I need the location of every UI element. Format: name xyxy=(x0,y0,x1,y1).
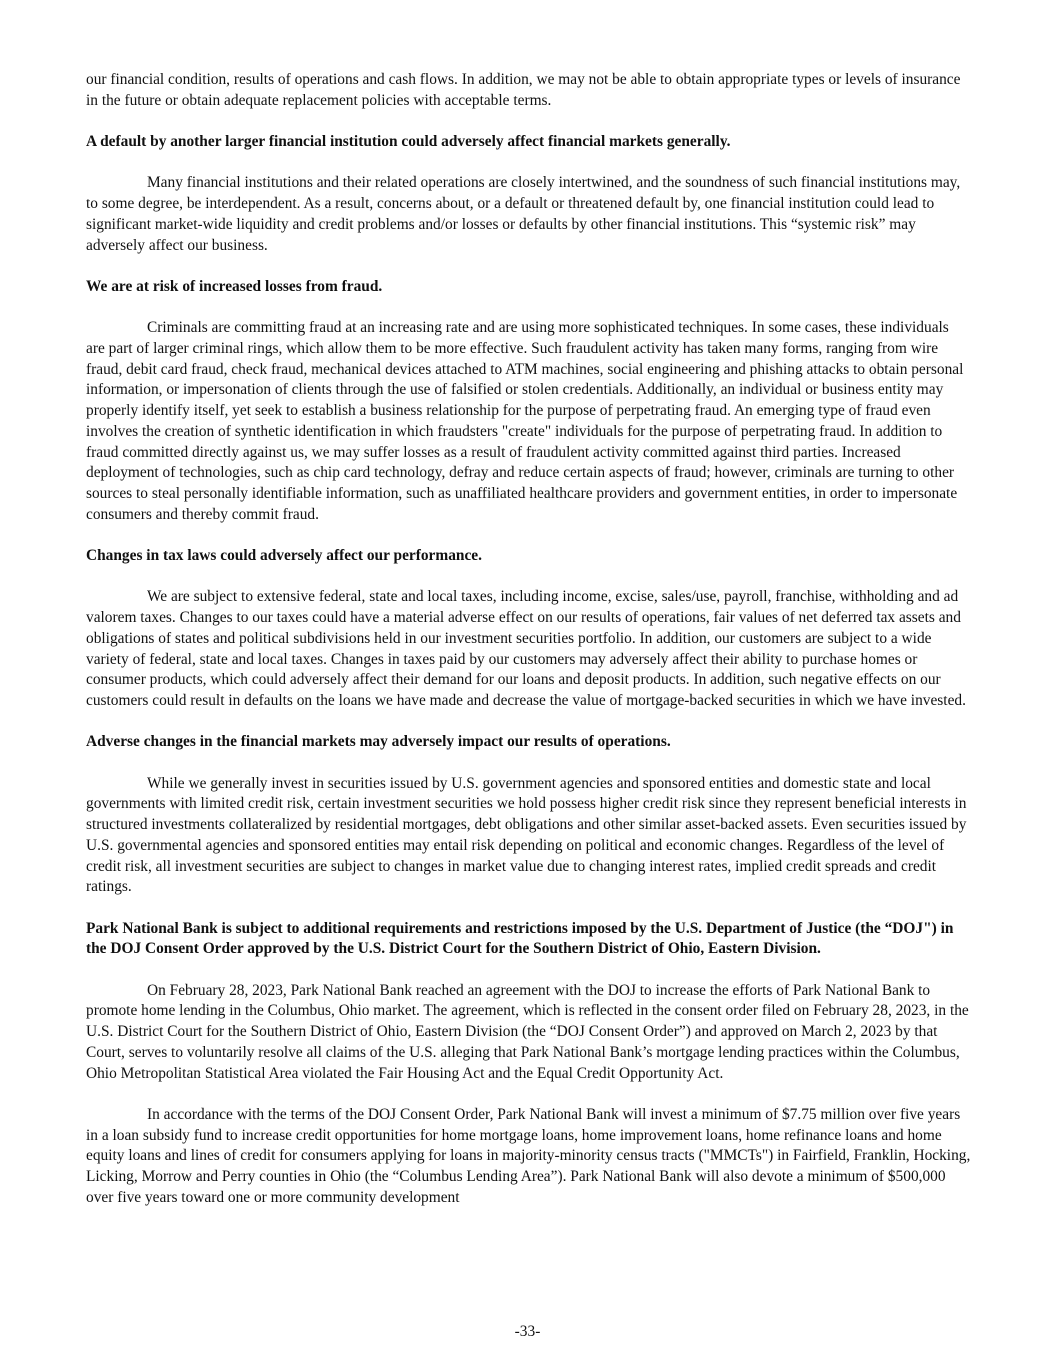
paragraph-doj-terms: In accordance with the terms of the DOJ Consent Order, Park National Bank will invest a minimum of $7.75 million over five years in a loan subsidy fund to increase credit opportunities for home mortgage loans, home improvement loans, home refinance loans and home equity loans and lines of credit for consumers applying for loans in majority-minority census tracts ("MMCTs") in Fairfield, Franklin, Hocking, Licking, Morrow and Perry counties in Ohio (the “Columbus Lending Area”). Park National Bank will also devote a minimum of $500,000 over five years toward one or more community development xyxy=(86,1105,971,1206)
section-heading-tax-laws: Changes in tax laws could adversely affect our performance. xyxy=(86,547,482,565)
page-number: -33- xyxy=(514,1323,541,1340)
paragraph-tax-laws: We are subject to extensive federal, state and local taxes, including income, excise, sales/use, payroll, franchise, withholding and ad valorem taxes. Changes to our taxes could have a material adverse effect on our results of operations, fair values of net deferred tax assets and obligations of states and political subdivisions held in our investment securities portfolio. In addition, our customers are subject to a wide variety of federal, state and local taxes. Changes in taxes paid by our customers may adversely affect their ability to purchase homes or consumer products, which could adversely affect their demand for our loans and deposit products. In addition, such negative effects on our customers could result in defaults on the loans we have made and decrease the value of mortgage-backed securities in which we have invested. xyxy=(86,588,966,709)
section-heading-fraud: We are at risk of increased losses from fraud. xyxy=(86,277,383,295)
section-heading-default-risk: A default by another larger financial institution could adversely affect financial markets generally. xyxy=(86,133,731,151)
paragraph-systemic-risk: Many financial institutions and their related operations are closely intertwined, and the soundness of such financial institutions may, to some degree, be interdependent. As a result, concerns about, or a default or threatened default by, one financial institution could lead to significant market-wide liquidity and credit problems and/or losses or defaults by other financial institutions. This “systemic risk” may adversely affect our business. xyxy=(86,174,961,254)
document-page xyxy=(86,70,971,1209)
paragraph-fraud: Criminals are committing fraud at an increasing rate and are using more sophisticated techniques. In some cases, these individuals are part of larger criminal rings, which allow them to be more effective. Such fraudulent activity has taken many forms, ranging from wire fraud, debit card fraud, check fraud, mechanical devices attached to ATM machines, social engineering and phishing attacks to obtain personal information, or impersonation of clients through the use of falsified or stolen credentials. Additionally, an individual or business entity may properly identify itself, yet seek to establish a business relationship for the purpose of perpetrating fraud. An emerging type of fraud even involves the creation of synthetic identification in which fraudsters "create" individuals for the purpose of perpetrating fraud. In addition to fraud committed directly against us, we may suffer losses as a result of fraudulent activity committed against third parties. Increased deployment of technologies, such as chip card technology, defray and reduce certain aspects of fraud; however, criminals are turning to other sources to steal personally identifiable information, such as unaffiliated healthcare providers and government entities, in order to impersonate consumers and thereby commit fraud. xyxy=(86,319,964,523)
section-heading-doj-consent-order: Park National Bank is subject to additional requirements and restrictions imposed by the U.S. Department of Justice (the “DOJ") in the DOJ Consent Order approved by the U.S. District Court for the Southern District of Ohio, Eastern Division. xyxy=(86,919,954,958)
paragraph-financial-markets: While we generally invest in securities issued by U.S. government agencies and sponsored entities and domestic state and local governments with limited credit risk, certain investment securities we hold possess higher credit risk since they represent beneficial interests in structured investments collateralized by residential mortgages, debt obligations and other similar asset-backed assets. Even securities issued by U.S. governmental agencies and sponsored entities may entail risk depending on political and economic changes. Regardless of the level of credit risk, all investment securities are subject to changes in market value due to changing interest rates, implied credit spreads and credit ratings. xyxy=(86,774,967,896)
paragraph-doj-agreement: On February 28, 2023, Park National Bank reached an agreement with the DOJ to increase the efforts of Park National Bank to promote home lending in the Columbus, Ohio market. The agreement, which is reflected in the consent order filed on February 28, 2023, in the U.S. District Court for the Southern District of Ohio, Eastern Division (the “DOJ Consent Order”) and approved on March 2, 2023 by that Court, serves to voluntarily resolve all claims of the U.S. alleging that Park National Bank’s mortgage lending practices within the Columbus, Ohio Metropolitan Statistical Area violated the Fair Housing Act and the Equal Credit Opportunity Act. xyxy=(86,981,969,1082)
section-heading-financial-markets: Adverse changes in the financial markets may adversely impact our results of operations. xyxy=(86,733,671,751)
paragraph-continuation: our financial condition, results of operations and cash flows. In addition, we may not be able to obtain appropriate types or levels of insurance in the future or obtain adequate replacement policies with acceptable terms. xyxy=(86,71,961,109)
